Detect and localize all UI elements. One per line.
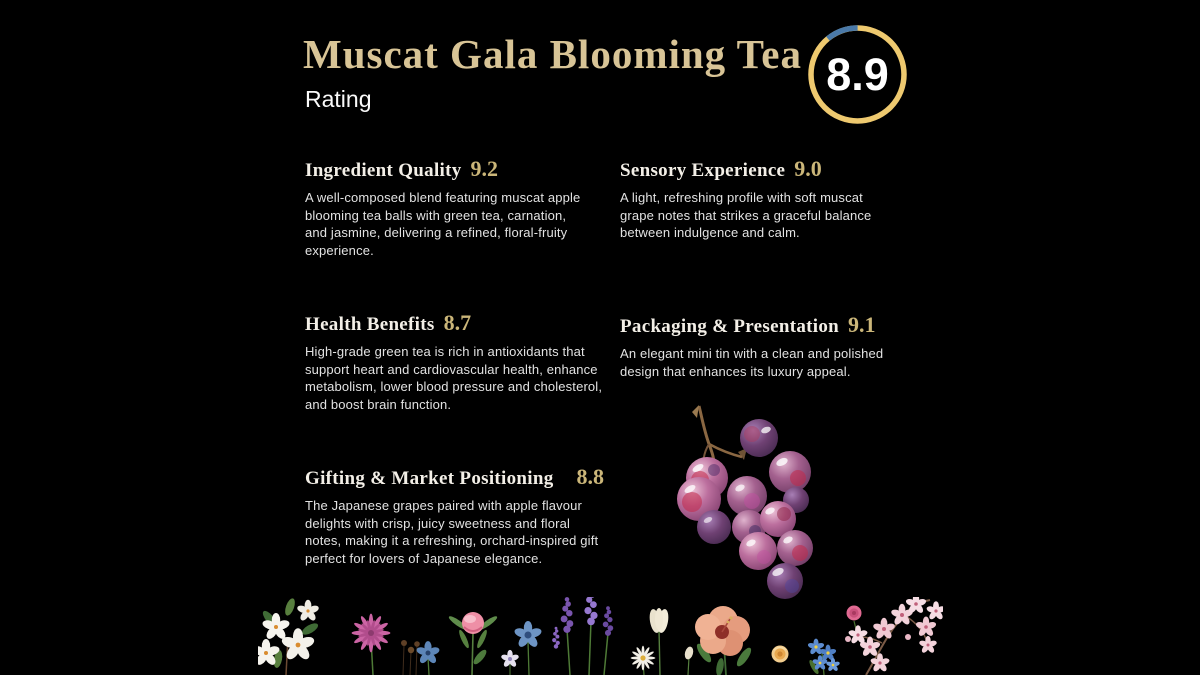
white-daisy-and-cream-flowers xyxy=(631,608,695,675)
orange-rose-flower xyxy=(772,646,789,663)
category-description: An elegant mini tin with a clean and polished design that enhances its luxury appeal. xyxy=(620,346,884,379)
pink-aster-flower xyxy=(352,614,391,675)
white-violet-flower xyxy=(501,650,520,675)
white-blossoms-flower xyxy=(258,597,320,675)
category-score: 8.7 xyxy=(443,310,472,335)
category-description: The Japanese grapes paired with apple flavour delights with crisp, juicy sweetness and floral notes, making it a refreshing, orchard-inspired gift perfect for lovers of Japanese elegance. xyxy=(305,498,599,566)
category-description: High-grade green tea is rich in antioxidants that support heart and cardiovascular health, enhance metabolism, lower blood pressure and cholesterol, and boost brain function. xyxy=(305,344,603,412)
category-packaging-presentation xyxy=(620,312,905,380)
category-score: 8.8 xyxy=(576,464,605,489)
blue-cosmos-flower xyxy=(513,621,542,675)
category-score: 9.1 xyxy=(848,312,876,337)
category-score: 9.0 xyxy=(794,156,822,181)
peony-bud-flower xyxy=(447,612,498,675)
rating-label: Rating xyxy=(305,86,372,112)
category-score: 9.2 xyxy=(470,156,499,181)
seed-pods xyxy=(401,640,420,675)
blue-anemone-flower xyxy=(416,641,441,675)
category-label: Health Benefits xyxy=(305,314,435,335)
page-title: Muscat Gala Blooming Tea xyxy=(303,31,802,77)
category-label: Ingredient Quality xyxy=(305,160,462,181)
overall-score-badge xyxy=(806,23,909,126)
grapes-illustration xyxy=(652,400,837,600)
category-label: Gifting & Market Positioning xyxy=(305,468,554,489)
category-label: Sensory Experience xyxy=(620,160,786,181)
category-description: A well-composed blend featuring muscat apple blooming tea balls with green tea, carnation, and jasmine, delivering a refined, floral-fruity experience. xyxy=(305,190,581,258)
peach-hibiscus-flower xyxy=(694,606,753,675)
category-sensory-experience xyxy=(620,156,900,242)
category-ingredient-quality xyxy=(305,156,590,259)
lavender-flowers xyxy=(552,597,613,675)
category-health-benefits xyxy=(305,310,605,413)
category-label: Packaging & Presentation xyxy=(620,316,840,337)
category-gifting-market-positioning xyxy=(305,464,610,567)
forget-me-nots-flowers xyxy=(807,639,840,675)
flower-border-illustration xyxy=(258,597,943,675)
overall-score-value: 8.9 xyxy=(826,48,889,100)
category-description: A light, refreshing profile with soft muscat grape notes that strikes a graceful balance between indulgence and calm. xyxy=(620,190,872,240)
